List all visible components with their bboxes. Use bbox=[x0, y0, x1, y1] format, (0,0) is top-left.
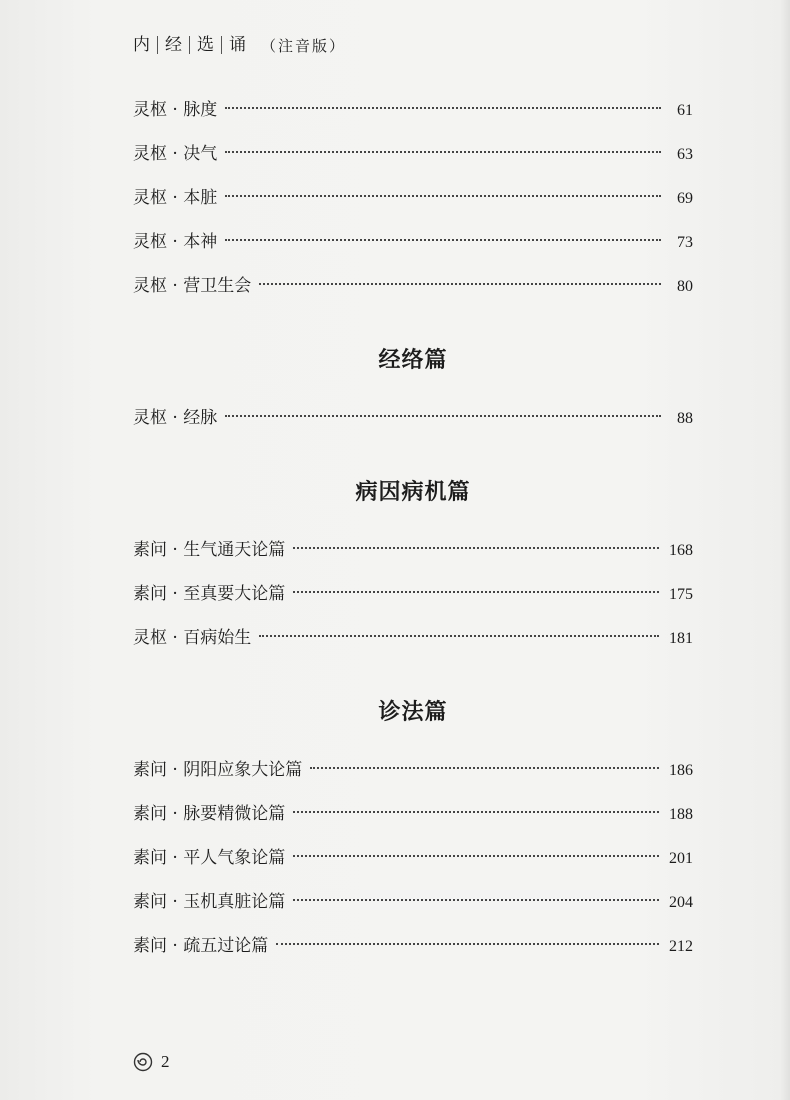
toc-entry-title: 素问 · 阴阳应象大论篇 bbox=[133, 760, 303, 780]
toc-entry[interactable] bbox=[133, 264, 693, 308]
toc-entry[interactable] bbox=[133, 88, 693, 132]
toc-leader-dots bbox=[225, 414, 661, 417]
spiral-icon bbox=[133, 1052, 153, 1072]
toc-entry-title: 灵枢 · 本神 bbox=[133, 232, 218, 252]
section-heading-diagnosis: 诊法篇 bbox=[378, 699, 448, 725]
toc-entry-title: 灵枢 · 决气 bbox=[133, 144, 218, 164]
header-subtitle: （注音版） bbox=[261, 36, 347, 55]
toc-leader-dots bbox=[293, 590, 659, 593]
toc-leader-dots bbox=[259, 634, 659, 637]
toc-entry-page: 204 bbox=[669, 894, 693, 911]
toc-entry-page: 73 bbox=[677, 234, 693, 251]
toc-leader-dots bbox=[225, 238, 661, 241]
toc-entry-title: 灵枢 · 本脏 bbox=[133, 188, 218, 208]
toc-entry[interactable] bbox=[133, 836, 693, 880]
header-title-char: 经 bbox=[157, 36, 189, 54]
table-of-contents bbox=[133, 88, 693, 968]
toc-entry-title: 素问 · 玉机真脏论篇 bbox=[133, 892, 286, 912]
toc-entry[interactable] bbox=[133, 220, 693, 264]
toc-leader-dots bbox=[225, 150, 661, 153]
toc-entry-title: 素问 · 疏五过论篇 bbox=[133, 936, 269, 956]
toc-entry-page: 88 bbox=[677, 410, 693, 427]
toc-entry[interactable] bbox=[133, 924, 693, 968]
toc-entry-title: 素问 · 脉要精微论篇 bbox=[133, 804, 286, 824]
toc-leader-dots bbox=[293, 546, 659, 549]
toc-entry-page: 186 bbox=[669, 762, 693, 779]
toc-entry[interactable] bbox=[133, 572, 693, 616]
toc-entry-page: 80 bbox=[677, 278, 693, 295]
toc-leader-dots bbox=[310, 766, 659, 769]
toc-leader-dots bbox=[293, 810, 659, 813]
toc-entry-title: 素问 · 平人气象论篇 bbox=[133, 848, 286, 868]
toc-entry[interactable] bbox=[133, 176, 693, 220]
toc-leader-dots bbox=[293, 854, 659, 857]
toc-entry-title: 灵枢 · 脉度 bbox=[133, 100, 218, 120]
toc-entry-page: 188 bbox=[669, 806, 693, 823]
running-header bbox=[133, 30, 346, 60]
toc-entry[interactable] bbox=[133, 616, 693, 660]
toc-leader-dots bbox=[225, 106, 661, 109]
toc-entry-title: 灵枢 · 经脉 bbox=[133, 408, 218, 428]
header-title-char: 内 bbox=[133, 35, 150, 55]
toc-entry-page: 201 bbox=[669, 850, 693, 867]
header-title-char: 诵 bbox=[221, 36, 253, 54]
toc-leader-dots bbox=[225, 194, 661, 197]
page-edge-shadow bbox=[780, 0, 790, 1100]
toc-leader-dots bbox=[276, 942, 659, 945]
toc-entry[interactable] bbox=[133, 528, 693, 572]
toc-entry-page: 181 bbox=[669, 630, 693, 647]
toc-entry[interactable] bbox=[133, 748, 693, 792]
page-number: 2 bbox=[161, 1052, 170, 1071]
toc-entry-title: 灵枢 · 百病始生 bbox=[133, 628, 252, 648]
toc-entry-title: 素问 · 至真要大论篇 bbox=[133, 584, 286, 604]
toc-entry-page: 61 bbox=[677, 102, 693, 119]
toc-entry-title: 灵枢 · 营卫生会 bbox=[133, 276, 252, 296]
toc-entry[interactable] bbox=[133, 792, 693, 836]
toc-leader-dots bbox=[293, 898, 659, 901]
section-heading-etiology: 病因病机篇 bbox=[355, 479, 471, 505]
toc-entry-page: 69 bbox=[677, 190, 693, 207]
section-heading-meridians: 经络篇 bbox=[378, 347, 448, 373]
toc-entry-page: 168 bbox=[669, 542, 693, 559]
toc-leader-dots bbox=[259, 282, 661, 285]
page-footer bbox=[133, 1052, 170, 1072]
header-title-char: 选 bbox=[189, 36, 221, 54]
toc-entry[interactable] bbox=[133, 880, 693, 924]
toc-entry-title: 素问 · 生气通天论篇 bbox=[133, 540, 286, 560]
toc-entry[interactable] bbox=[133, 396, 693, 440]
toc-entry-page: 175 bbox=[669, 586, 693, 603]
toc-entry[interactable] bbox=[133, 132, 693, 176]
toc-entry-page: 63 bbox=[677, 146, 693, 163]
toc-entry-page: 212 bbox=[669, 938, 693, 955]
